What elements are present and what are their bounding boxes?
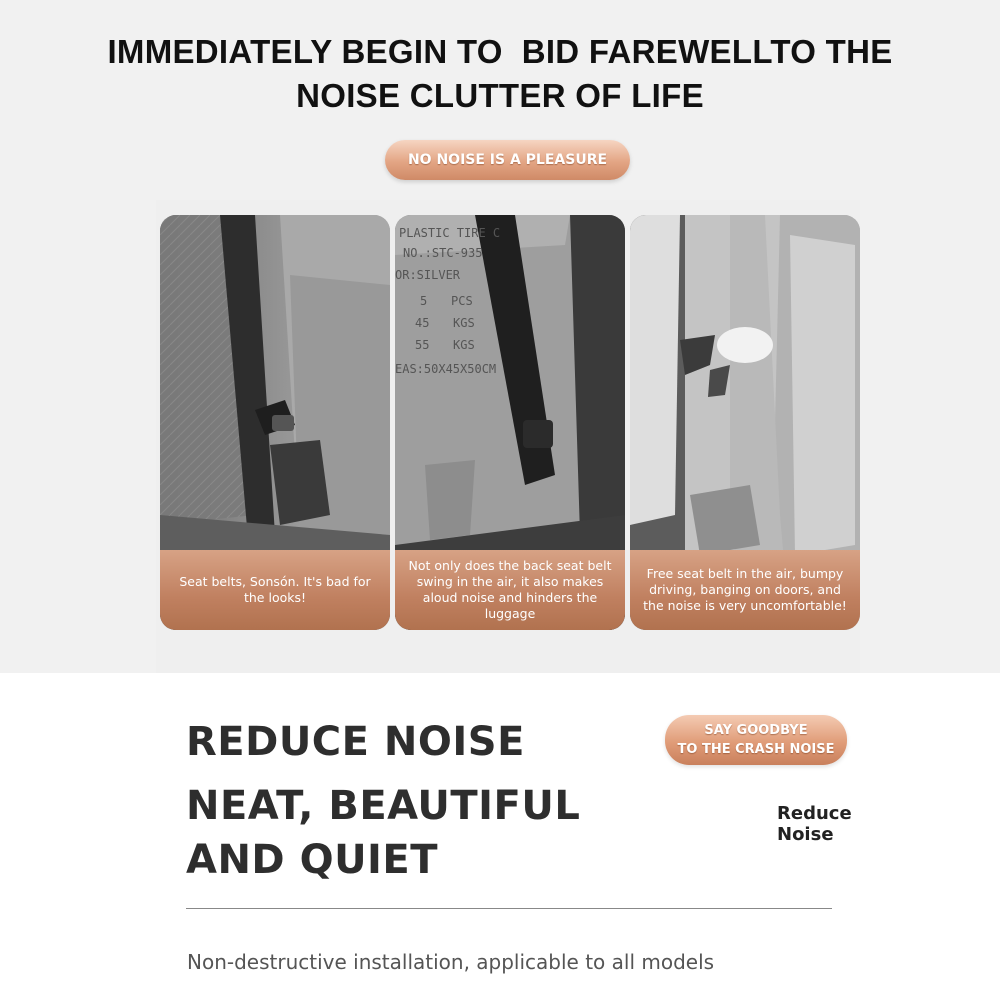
headline: [0, 30, 1000, 118]
say-goodbye-line-1: SAY GOODBYE: [704, 723, 808, 738]
neat-beautiful-heading: NEAT, BEAUTIFUL: [186, 783, 581, 829]
no-noise-badge: NO NOISE IS A PLEASURE: [385, 140, 630, 180]
reduce-noise-label: [777, 803, 852, 845]
divider: [186, 908, 832, 909]
installation-note: Non-destructive installation, applicable to all models: [187, 950, 715, 974]
say-goodbye-line-2: TO THE CRASH NOISE: [677, 742, 835, 757]
box-text-4: 5: [420, 294, 428, 308]
headline-line-2: NOISE CLUTTER OF LIFE: [296, 77, 704, 114]
box-text-6: 45: [415, 316, 430, 330]
panel-3-caption: Free seat belt in the air, bumpy driving, banging on doors, and the noise is very uncomfortable!: [630, 550, 860, 630]
side-label-line-1: Reduce: [777, 803, 852, 824]
box-text-2: NO.:STC-935: [403, 246, 483, 260]
box-text-9: KGS: [453, 338, 475, 352]
and-quiet-heading: AND QUIET: [186, 837, 439, 883]
box-text-5: PCS: [451, 294, 473, 308]
photo-panel-2: [395, 215, 625, 630]
box-text-3: OR:SILVER: [395, 268, 461, 282]
panel-2-caption: Not only does the back seat belt swing in the air, it also makes aloud noise and hinders the luggage: [395, 550, 625, 630]
photo-panel-1: [160, 215, 390, 630]
photo-panel-3: [630, 215, 860, 630]
side-label-line-2: Noise: [777, 824, 834, 845]
box-text-1: PLASTIC TIRE C: [399, 226, 501, 240]
panel-1-caption: Seat belts, Sonsón. It's bad for the looks!: [160, 550, 390, 630]
say-goodbye-badge: [665, 715, 847, 765]
box-text-7: KGS: [453, 316, 475, 330]
box-text-10: EAS:50X45X50CM: [395, 362, 497, 376]
box-text-8: 55: [415, 338, 430, 352]
reduce-noise-heading: REDUCE NOISE: [186, 719, 525, 765]
headline-line-1: IMMEDIATELY BEGIN TO BID FAREWELLTO THE: [107, 33, 893, 70]
